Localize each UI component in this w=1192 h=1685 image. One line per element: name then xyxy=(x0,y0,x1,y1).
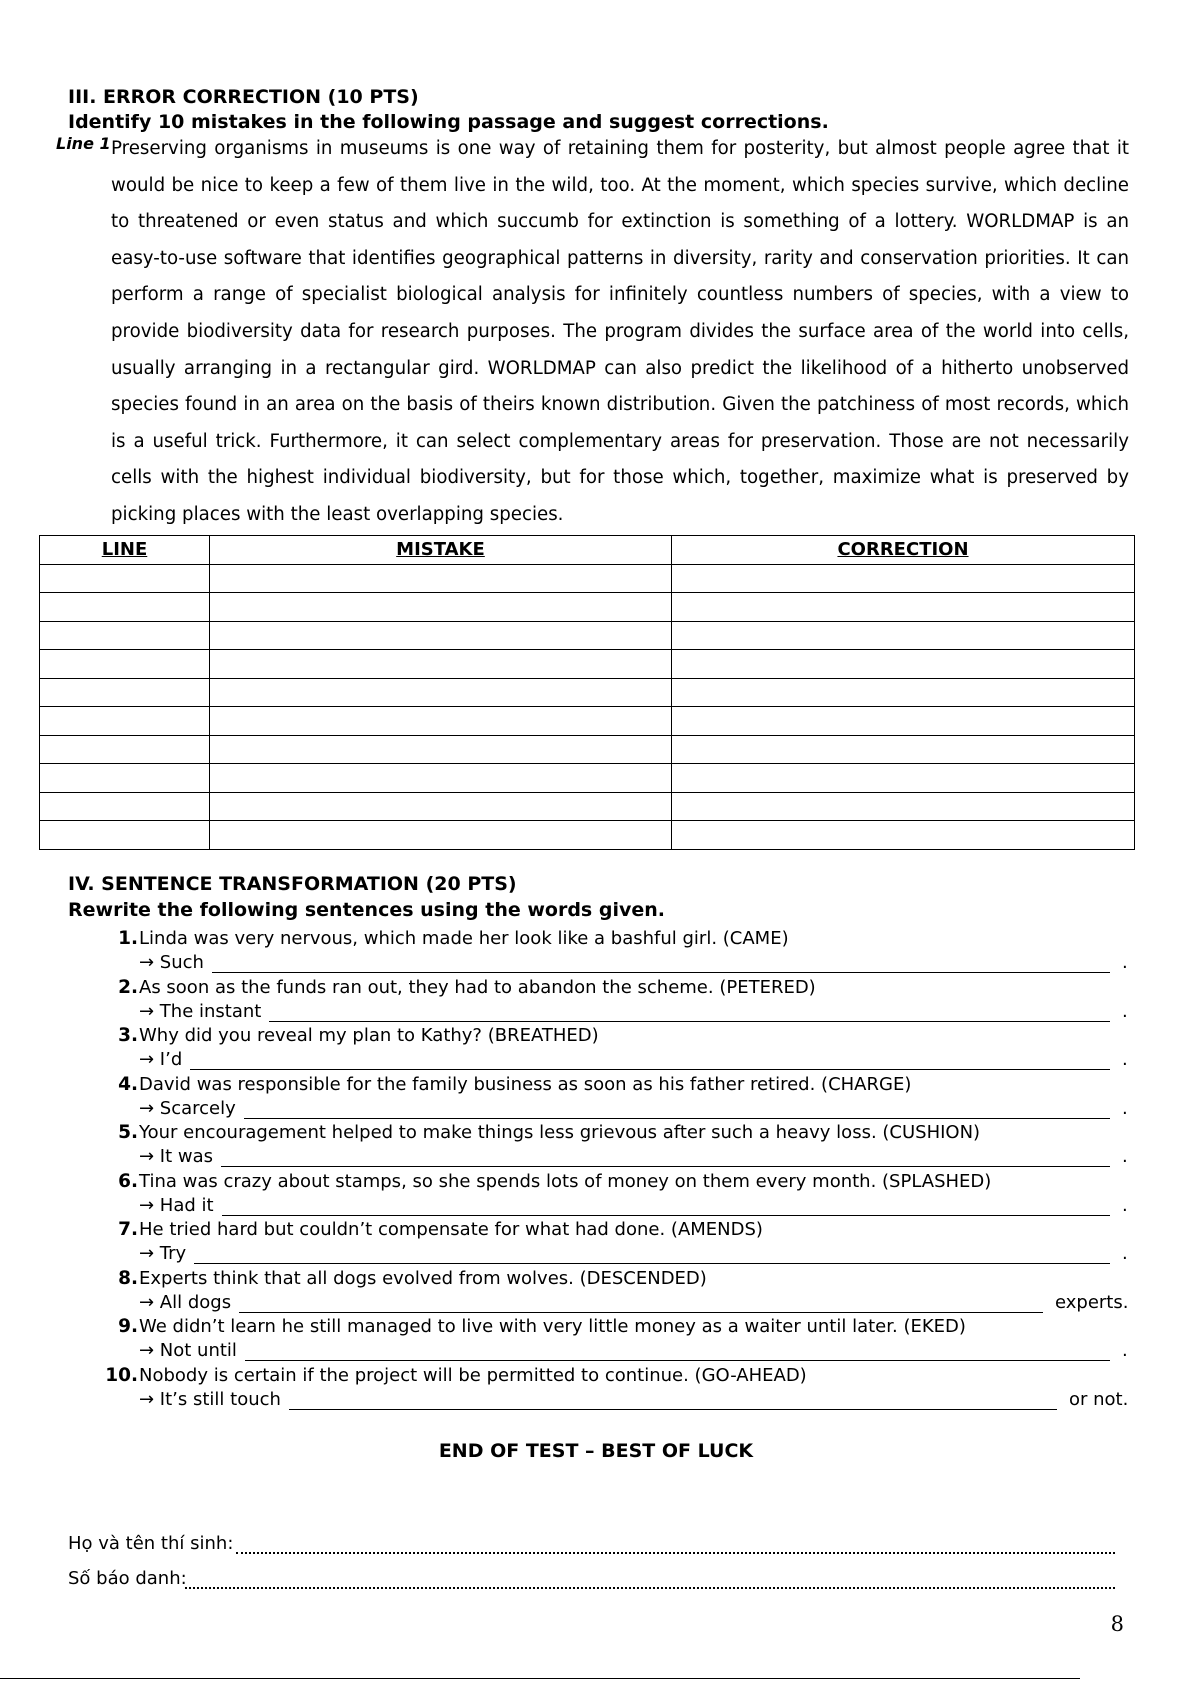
error-correction-table-body xyxy=(40,564,1135,849)
item-question: Your encouragement helped to make things less grievous after such a heavy loss. (CUSHION) xyxy=(139,1122,981,1143)
item-number: 1. xyxy=(118,928,138,949)
table-row xyxy=(40,678,1135,707)
item-number: 7. xyxy=(118,1219,138,1240)
table-row xyxy=(40,821,1135,850)
item-question: Tina was crazy about stamps, so she spends lots of money on them every month. (SPLASHED) xyxy=(139,1170,992,1192)
line-cell[interactable] xyxy=(40,621,210,650)
answer-prompt: → I’d xyxy=(139,1049,183,1070)
candidate-name-field[interactable] xyxy=(236,1552,1115,1554)
item-question: We didn’t learn he still managed to live with very little money as a waiter until later. (EKED) xyxy=(139,1316,966,1337)
answer-prompt: → Had it xyxy=(139,1194,214,1216)
answer-tail: experts. xyxy=(1055,1291,1129,1313)
table-row xyxy=(40,564,1135,593)
answer-tail: . xyxy=(1122,1340,1128,1361)
answer-prompt: → It’s still touch xyxy=(139,1388,281,1410)
line-cell[interactable] xyxy=(40,707,210,736)
header-mistake: MISTAKE xyxy=(210,536,672,565)
correction-cell[interactable] xyxy=(672,735,1135,764)
correction-cell[interactable] xyxy=(672,821,1135,850)
mistake-cell[interactable] xyxy=(210,593,672,622)
answer-tail: . xyxy=(1122,1194,1128,1216)
item-number: 10. xyxy=(105,1364,138,1386)
answer-tail: . xyxy=(1122,1146,1128,1167)
line-cell[interactable] xyxy=(40,650,210,679)
item-number: 3. xyxy=(118,1025,138,1046)
answer-prompt: → It was xyxy=(139,1146,214,1167)
candidate-id-label: Số báo danh: xyxy=(68,1568,187,1589)
answer-line[interactable] xyxy=(269,1021,1110,1022)
candidate-id-field[interactable] xyxy=(185,1587,1115,1589)
item-question: Why did you reveal my plan to Kathy? (BREATHED) xyxy=(139,1025,599,1046)
section-3-title: III. ERROR CORRECTION (10 PTS) xyxy=(68,86,419,108)
item-question: As soon as the funds ran out, they had to abandon the scheme. (PETERED) xyxy=(139,976,816,998)
answer-line[interactable] xyxy=(194,1263,1110,1264)
correction-cell[interactable] xyxy=(672,707,1135,736)
table-row xyxy=(40,621,1135,650)
item-number: 2. xyxy=(118,976,138,998)
table-row xyxy=(40,735,1135,764)
answer-tail: . xyxy=(1122,1097,1128,1119)
table-row xyxy=(40,650,1135,679)
correction-cell[interactable] xyxy=(672,564,1135,593)
mistake-cell[interactable] xyxy=(210,735,672,764)
section-4-title: IV. SENTENCE TRANSFORMATION (20 PTS) xyxy=(68,873,517,895)
error-correction-table xyxy=(39,535,1135,850)
answer-line[interactable] xyxy=(212,972,1110,973)
mistake-cell[interactable] xyxy=(210,650,672,679)
page-number: 8 xyxy=(1110,1612,1124,1636)
table-row xyxy=(40,764,1135,793)
section-4-instruction: Rewrite the following sentences using the words given. xyxy=(68,899,665,921)
item-number: 5. xyxy=(118,1122,138,1143)
answer-prompt: → Try xyxy=(139,1243,187,1264)
section-3-instruction: Identify 10 mistakes in the following passage and suggest corrections. xyxy=(68,111,829,133)
header-correction: CORRECTION xyxy=(672,536,1135,565)
line-cell[interactable] xyxy=(40,593,210,622)
table-row xyxy=(40,707,1135,736)
answer-prompt: → Such xyxy=(139,952,204,973)
answer-tail: . xyxy=(1122,1243,1128,1264)
line-cell[interactable] xyxy=(40,735,210,764)
table-row xyxy=(40,792,1135,821)
end-of-test-text: END OF TEST – BEST OF LUCK xyxy=(438,1440,754,1462)
item-number: 8. xyxy=(118,1267,138,1289)
correction-cell[interactable] xyxy=(672,764,1135,793)
answer-tail: . xyxy=(1122,952,1128,973)
correction-cell[interactable] xyxy=(672,792,1135,821)
mistake-cell[interactable] xyxy=(210,764,672,793)
item-number: 9. xyxy=(118,1316,138,1337)
mistake-cell[interactable] xyxy=(210,621,672,650)
error-correction-passage: Preserving organisms in museums is one way of retaining them for posterity, but almost people agree that it would be nice to keep a few of them live in the wild, too. At the moment, which species survive, which decline to threatened or even status and which succumb for extinction is something of a lottery. WORLDMAP is an easy-to-use software that identifies geographical patterns in diversity, rarity and conservation priorities. It can perform a range of specialist biological analysis for infinitely countless numbers of species, with a view to provide biodiversity data for research purposes. The program divides the surface area of the world into cells, usually arranging in a rectangular gird. WORLDMAP can also predict the likelihood of a hitherto unobserved species found in an area on the basis of theirs known distribution. Given the patchiness of most records, which is a useful trick. Furthermore, it can select complementary areas for preservation. Those are not necessarily cells with the highest individual biodiversity, but for those which, together, maximize what is preserved by picking places with the least overlapping species. xyxy=(111,138,1129,525)
answer-line[interactable] xyxy=(289,1409,1057,1410)
answer-tail: . xyxy=(1122,1049,1128,1070)
answer-line[interactable] xyxy=(239,1312,1043,1313)
answer-line[interactable] xyxy=(222,1215,1110,1216)
answer-prompt: → The instant xyxy=(139,1000,262,1022)
item-question: Nobody is certain if the project will be permitted to continue. (GO-AHEAD) xyxy=(139,1364,807,1386)
correction-cell[interactable] xyxy=(672,593,1135,622)
item-number: 4. xyxy=(118,1073,138,1095)
correction-cell[interactable] xyxy=(672,650,1135,679)
mistake-cell[interactable] xyxy=(210,792,672,821)
item-question: Experts think that all dogs evolved from wolves. (DESCENDED) xyxy=(139,1267,707,1289)
correction-cell[interactable] xyxy=(672,678,1135,707)
answer-prompt: → Scarcely xyxy=(139,1097,236,1119)
answer-prompt: → All dogs xyxy=(139,1291,232,1313)
item-question: David was responsible for the family business as soon as his father retired. (CHARGE) xyxy=(139,1073,912,1095)
mistake-cell[interactable] xyxy=(210,707,672,736)
bottom-rule xyxy=(0,1678,1080,1679)
answer-line[interactable] xyxy=(221,1166,1110,1167)
line-cell[interactable] xyxy=(40,792,210,821)
answer-prompt: → Not until xyxy=(139,1340,237,1361)
answer-line[interactable] xyxy=(244,1118,1110,1119)
answer-tail: . xyxy=(1122,1000,1128,1022)
line-1-label: Line 1 xyxy=(56,134,111,153)
item-question: Linda was very nervous, which made her look like a bashful girl. (CAME) xyxy=(139,928,789,949)
answer-line[interactable] xyxy=(190,1069,1110,1070)
answer-tail: or not. xyxy=(1069,1388,1129,1410)
line-cell[interactable] xyxy=(40,821,210,850)
line-cell[interactable] xyxy=(40,764,210,793)
line-cell[interactable] xyxy=(40,678,210,707)
item-number: 6. xyxy=(118,1170,138,1192)
item-question: He tried hard but couldn’t compensate for what had done. (AMENDS) xyxy=(139,1219,763,1240)
mistake-cell[interactable] xyxy=(210,678,672,707)
line-cell[interactable] xyxy=(40,564,210,593)
header-line: LINE xyxy=(40,536,210,565)
candidate-name-label: Họ và tên thí sinh: xyxy=(68,1533,234,1554)
correction-cell[interactable] xyxy=(672,621,1135,650)
answer-line[interactable] xyxy=(245,1360,1110,1361)
mistake-cell[interactable] xyxy=(210,564,672,593)
mistake-cell[interactable] xyxy=(210,821,672,850)
table-row xyxy=(40,593,1135,622)
